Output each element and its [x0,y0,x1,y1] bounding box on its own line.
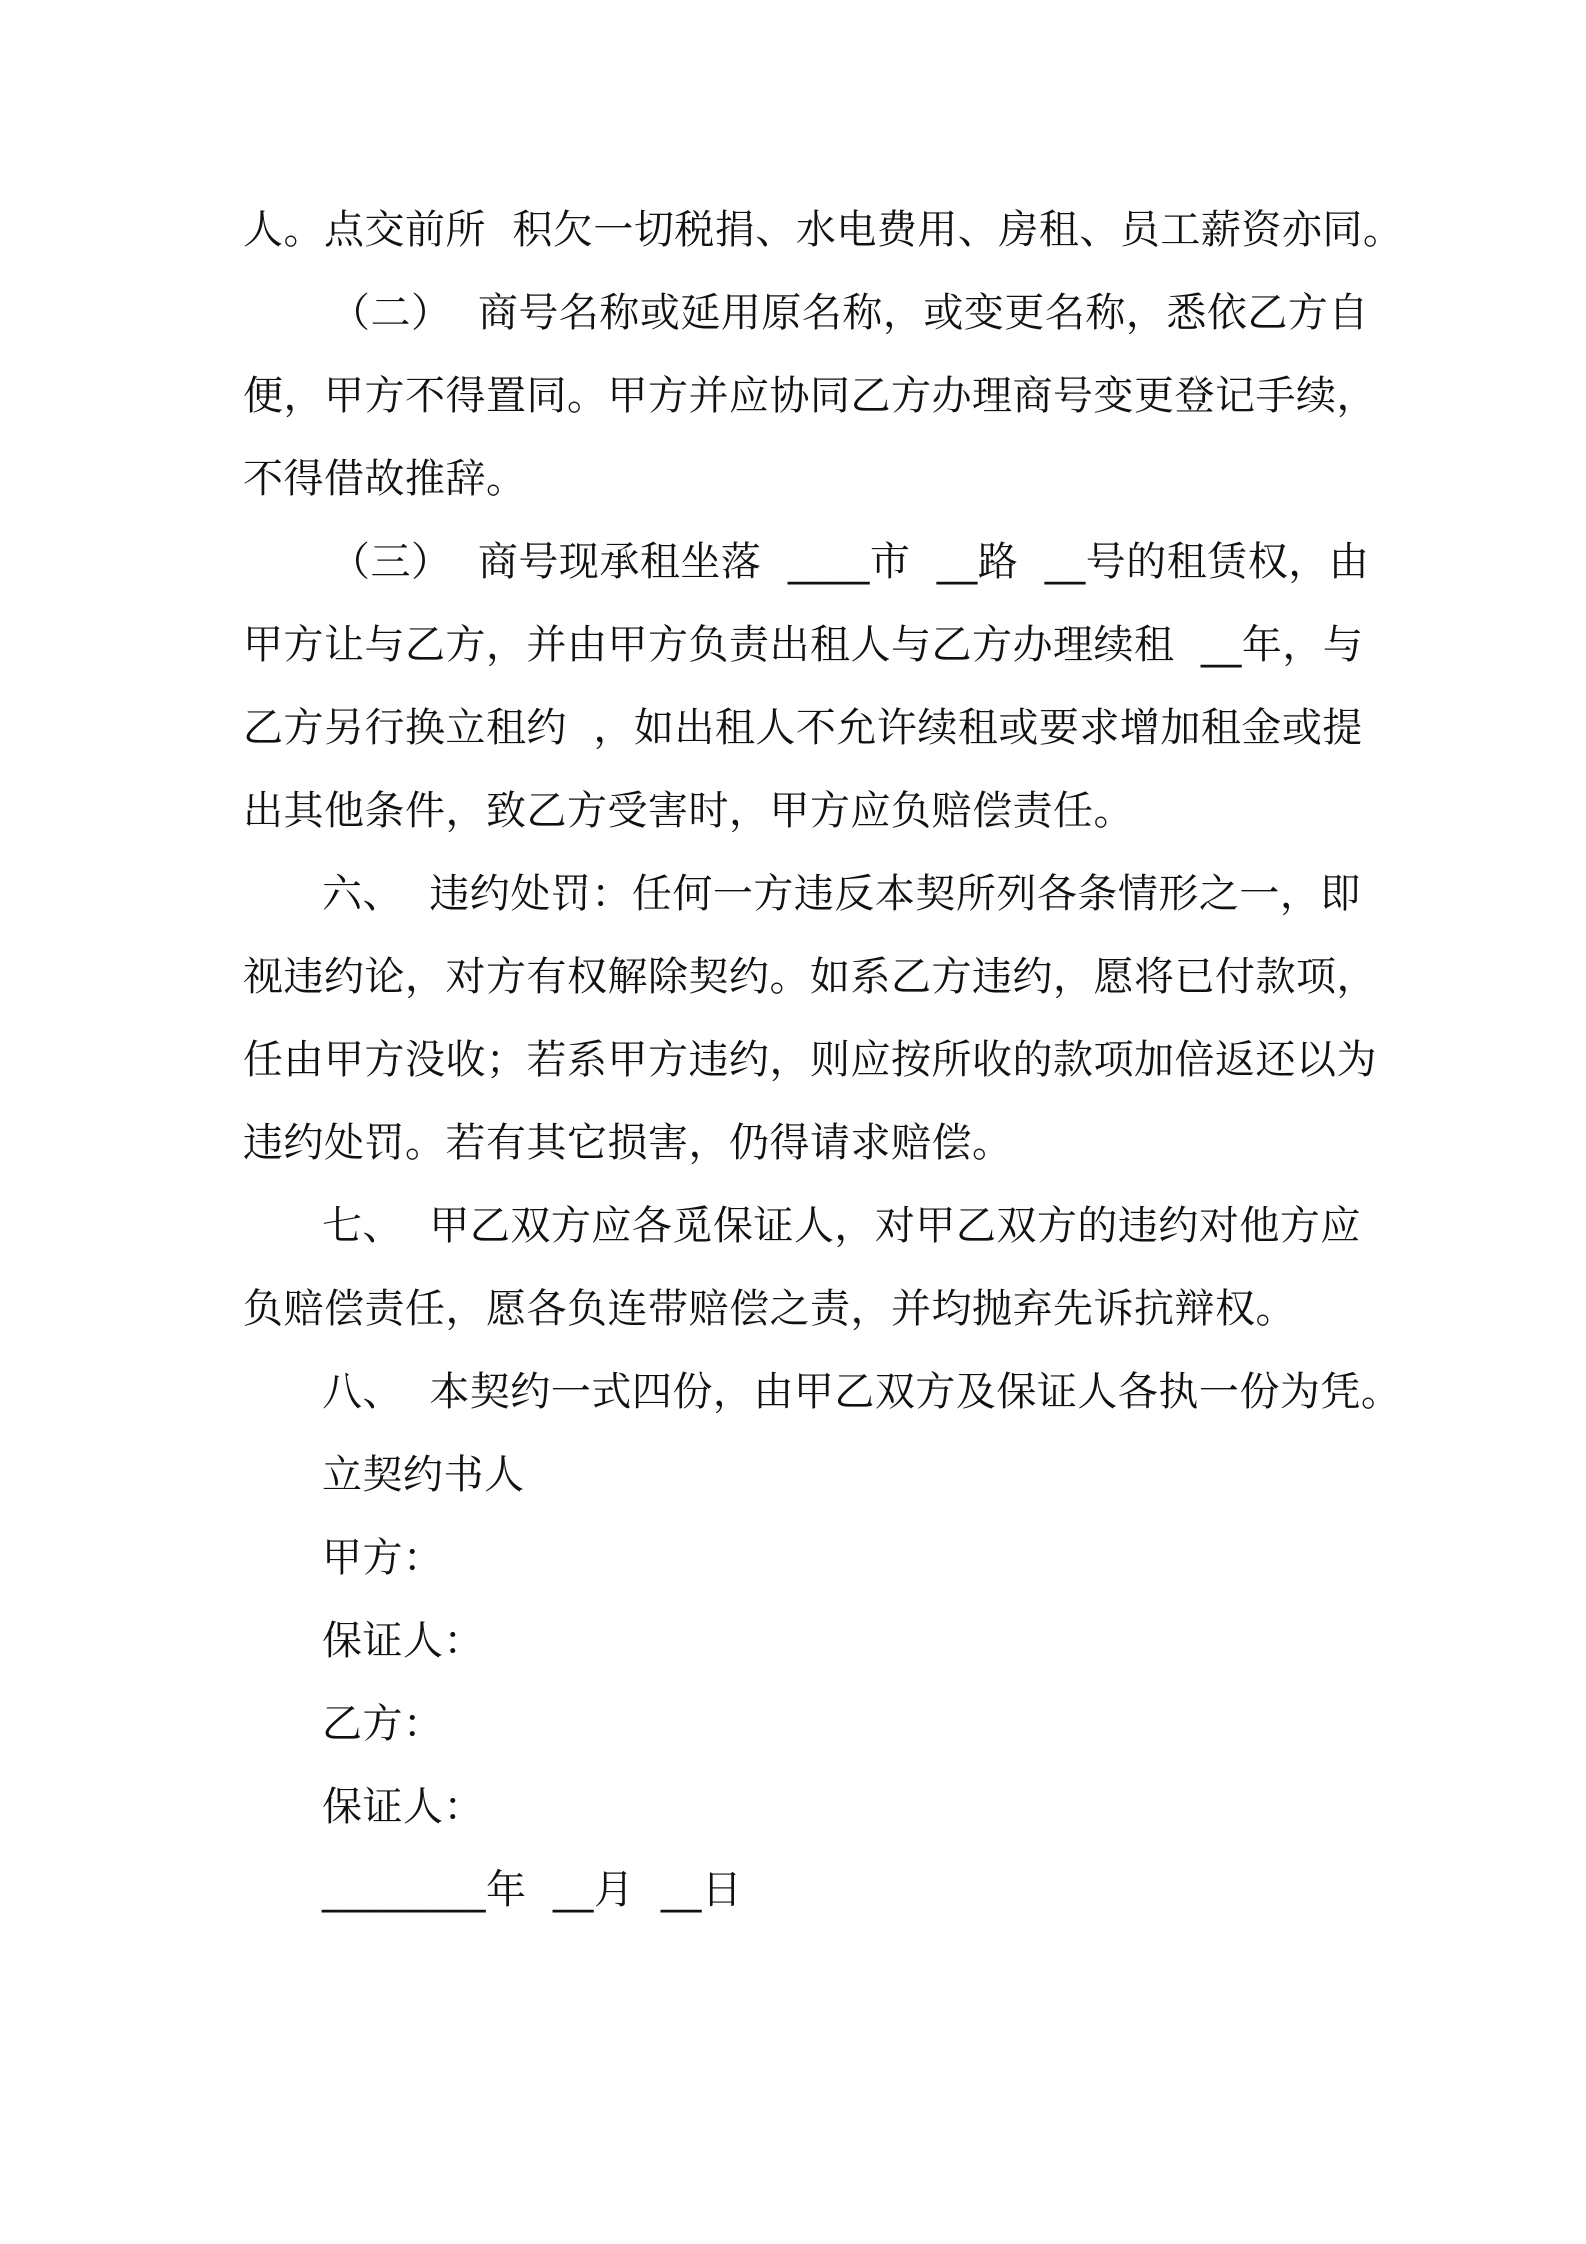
guarantor-a-label: 保证人： [322,1618,484,1664]
text-line-7: 乙方另行换立租约 ，如出租人不允许续租或要求增加租金或提 [243,705,1363,751]
party-a-label: 甲方： [322,1535,444,1581]
article-8-heading-line: 八、 本契约一式四份，由甲乙双方及保证人各执一份为凭。 [322,1369,1402,1415]
clause-2-heading-line: （二） 商号名称或延用原名称，或变更名称，悉依乙方自 [330,290,1369,336]
text-line-14: 负赔偿责任，愿各负连带赔偿之责，并均抛弃先诉抗辩权。 [243,1286,1296,1332]
text-line-12: 违约处罚。若有其它损害，仍得请求赔偿。 [243,1120,1013,1166]
text-line-8: 出其他条件，致乙方受害时，甲方应负赔偿责任。 [243,788,1134,834]
text-line-10: 视违约论，对方有权解除契约。如系乙方违约，愿将已付款项， [243,954,1377,1000]
date-line: ________年 __月 __日 [322,1867,743,1913]
article-6-heading-line: 六、 违约处罚：任何一方违反本契所列各条情形之一，即 [322,871,1361,917]
text-line-4: 不得借故推辞。 [243,456,527,502]
text-line-3: 便，甲方不得置同。甲方并应协同乙方办理商号变更登记手续， [243,373,1377,419]
party-b-label: 乙方： [322,1701,444,1747]
text-line-1: 人。点交前所 积欠一切税捐、水电费用、房租、员工薪资亦同。 [243,207,1404,253]
text-line-6: 甲方让与乙方，并由甲方负责出租人与乙方办理续租 __年，与 [243,622,1364,668]
article-7-heading-line: 七、 甲乙双方应各觅保证人，对甲乙双方的违约对他方应 [322,1203,1361,1249]
clause-3-heading-line: （三） 商号现承租坐落 ____市 __路 __号的租赁权，由 [330,539,1370,585]
guarantor-b-label: 保证人： [322,1784,484,1830]
signatories-heading: 立契约书人 [322,1452,525,1498]
text-line-11: 任由甲方没收；若系甲方违约，则应按所收的款项加倍返还以为 [243,1037,1377,1083]
